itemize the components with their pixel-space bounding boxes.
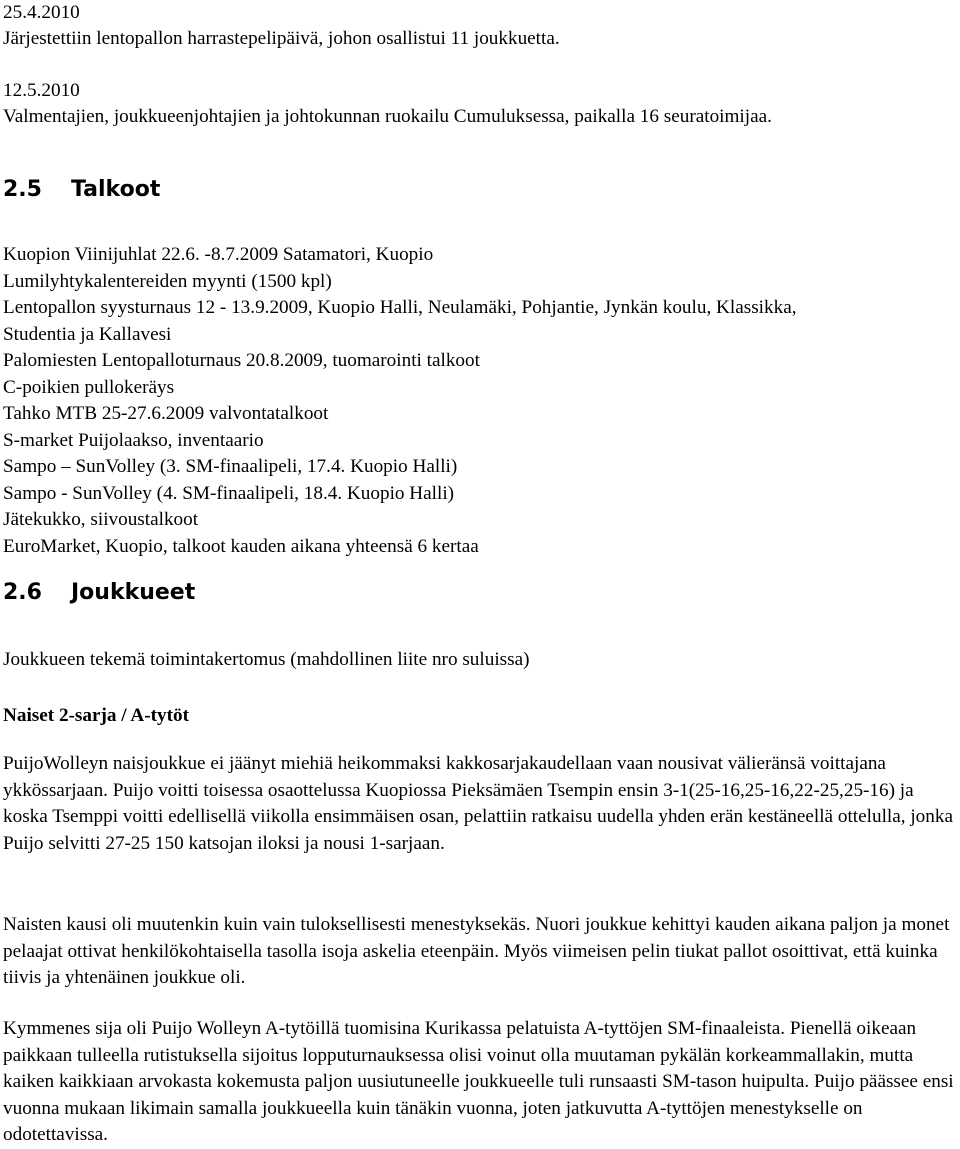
list-item: Lumilyhtykalentereiden myynti (1500 kpl): [3, 270, 332, 292]
list-item: Lentopallon syysturnaus 12 - 13.9.2009, Kuopio Halli, Neulamäki, Pohjantie, Jynkän koulu, Klassikka,: [3, 297, 797, 318]
list-item: Sampo – SunVolley (3. SM-finaalipeli, 17.4. Kuopio Halli): [3, 456, 458, 477]
section-number: 2.5: [3, 177, 42, 202]
list-item: Sampo - SunVolley (4. SM-finaalipeli, 18.4. Kuopio Halli): [3, 482, 455, 504]
paragraph-3: Kymmenes sija oli Puijo Wolleyn A-tytöillä tuomisina Kurikassa pelatuista A-tyttöjen SM-finaaleista. Pienellä oikeaan paikkaan tulleella rutistuksella sijoitus lopputurnauksessa olisi voinut olla muutaman pykälän korkeammallakin, mutta kaiken kaikkiaan arvokasta kokemusta paljon uusiutuneelle joukkueelle tuli runsaasti SM-tason huipulta. Puijo päässee ensi vuonna mukaan likimain samalla joukkueella kuin tänäkin vuonna, joten jatkuvutta A-tyttöjen menestykselle on odotettavissa.: [3, 1018, 954, 1145]
entry-text-2: Valmentajien, joukkueenjohtajien ja johtokunnan ruokailu Cumuluksessa, paikalla 16 seuratoimijaa.: [3, 106, 772, 127]
paragraph-2: Naisten kausi oli muutenkin kuin vain tuloksellisesti menestyksekäs. Nuori joukkue kehittyi kauden aikana paljon ja monet pelaajat ottivat henkilökohtaisella tasolla isoja askelia eteenpäin. Myös viimeisen pelin tiukat pallot osoittivat, että kuinka tiivis ja yhtenäinen joukkue oli.: [3, 914, 950, 988]
entry-date-2: 12.5.2010: [3, 80, 80, 101]
list-item: Palomiesten Lentopalloturnaus 20.8.2009, tuomarointi talkoot: [3, 350, 480, 371]
entry-text-1: Järjestettiin lentopallon harrastepelipäivä, johon osallistui 11 joukkuetta.: [3, 28, 560, 49]
entry-date-1: 25.4.2010: [3, 2, 80, 23]
list-item: S-market Puijolaakso, inventaario: [3, 429, 264, 451]
team-subheading: Naiset 2-sarja / A-tytöt: [3, 705, 189, 726]
section-title: Talkoot: [71, 177, 161, 202]
section-number: 2.6: [3, 580, 42, 605]
section-heading-joukkueet: [3, 578, 195, 608]
section-intro: Joukkueen tekemä toimintakertomus (mahdollinen liite nro suluissa): [3, 649, 530, 670]
list-item: C-poikien pullokeräys: [3, 376, 175, 398]
paragraph-1: PuijoWolleyn naisjoukkue ei jäänyt miehiä heikommaksi kakkosarjakaudellaan vaan nousivat välieränsä voittajana ykkössarjaan. Puijo voitti toisessa osaottelussa Kuopiossa Pieksämäen Tsempin ensin 3-1(25-16,25-16,22-25,25-16) ja koska Tsemppi voitti edellisellä viikolla ensimmäisen osan, pelattiin ratkaisu uudella yhden erän kestäneellä ottelulla, jonka Puijo selvitti 27-25 150 katsojan iloksi ja nousi 1-sarjaan.: [3, 753, 953, 854]
list-item: EuroMarket, Kuopio, talkoot kauden aikana yhteensä 6 kertaa: [3, 535, 479, 557]
talkoot-list: [3, 242, 797, 560]
list-item: Jätekukko, siivoustalkoot: [3, 509, 199, 530]
section-heading-talkoot: [3, 175, 160, 205]
section-title: Joukkueet: [71, 580, 196, 605]
list-item: Studentia ja Kallavesi: [3, 323, 172, 345]
list-item: Tahko MTB 25-27.6.2009 valvontatalkoot: [3, 403, 329, 424]
list-item: Kuopion Viinijuhlat 22.6. -8.7.2009 Satamatori, Kuopio: [3, 244, 434, 265]
